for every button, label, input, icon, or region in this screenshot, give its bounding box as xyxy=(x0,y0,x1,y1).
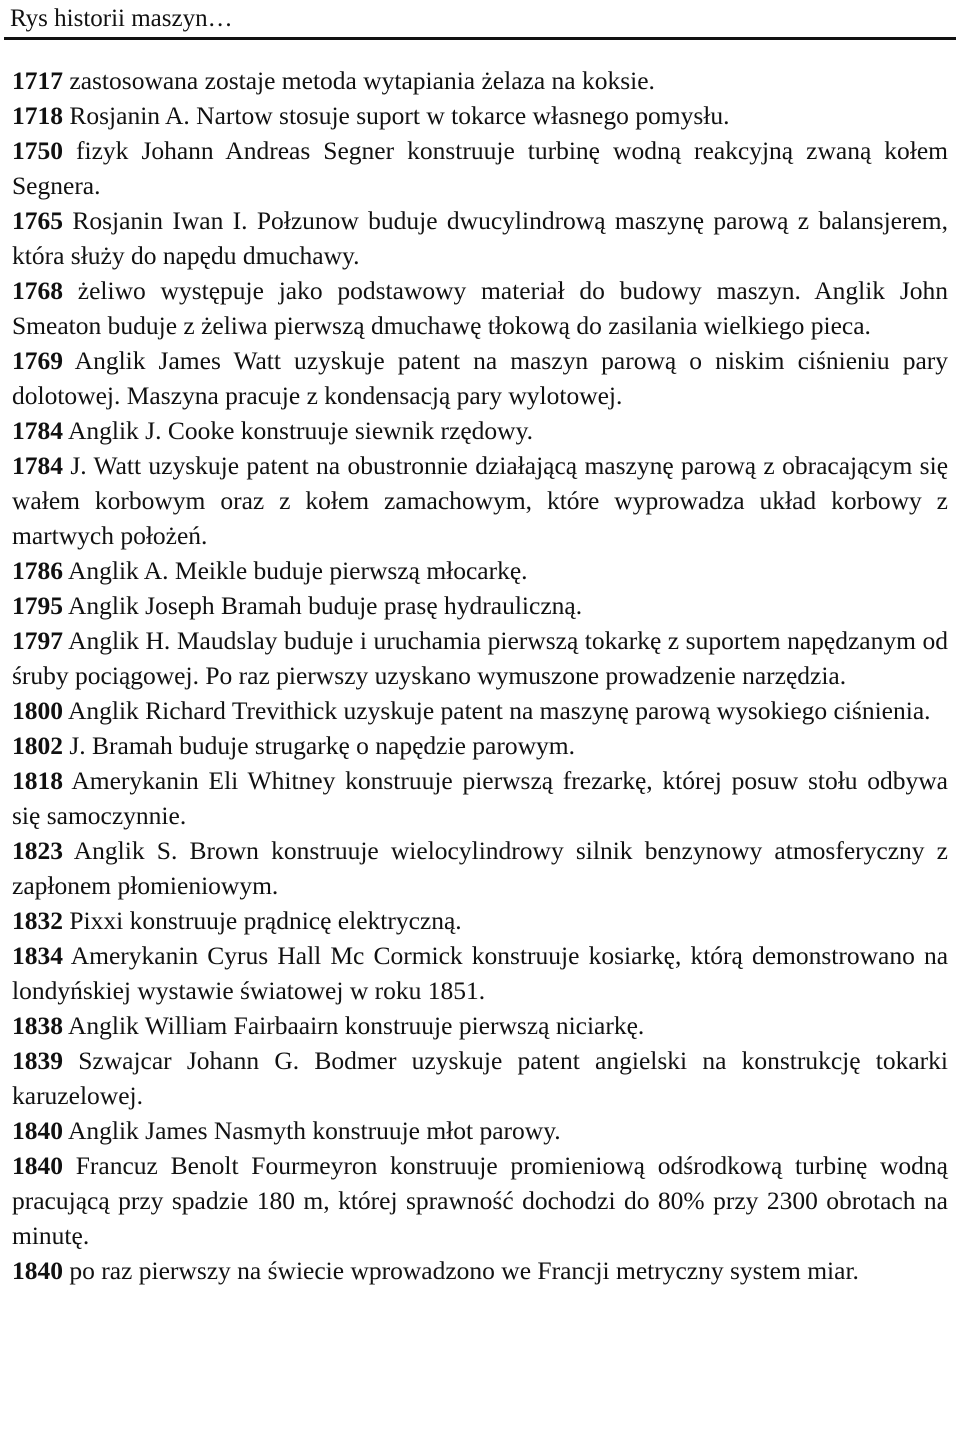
timeline-entry xyxy=(12,938,948,1008)
entry-year: 1784 xyxy=(12,451,63,480)
entry-year: 1838 xyxy=(12,1011,63,1040)
entry-text: Anglik Richard Trevithick uzyskuje patent na maszynę parową wysokiego ciśnienia. xyxy=(67,696,931,725)
timeline-entry xyxy=(12,693,948,728)
timeline-entry xyxy=(12,728,948,763)
entry-year: 1768 xyxy=(12,276,63,305)
timeline-entry xyxy=(12,1043,948,1113)
timeline-entry xyxy=(12,1148,948,1253)
entry-text: Anglik H. Maudslay buduje i uruchamia pierwszą tokarkę z suportem napędzanym od śruby pociągowej. Po raz pierwszy uzyskano wymuszone prowadzenie narzędzia. xyxy=(12,626,948,690)
entry-text: po raz pierwszy na świecie wprowadzono we Francji metryczny system miar. xyxy=(69,1256,859,1285)
entry-text: Rosjanin A. Nartow stosuje suport w tokarce własnego pomysłu. xyxy=(69,101,730,130)
entry-text: Anglik Joseph Bramah buduje prasę hydrauliczną. xyxy=(67,591,583,620)
entry-text: Rosjanin Iwan I. Połzunow buduje dwucylindrową maszynę parową z balansjerem, która służy do napędu dmuchawy. xyxy=(12,206,949,270)
entry-text: Szwajcar Johann G. Bodmer uzyskuje patent angielski na konstrukcję tokarki karuzelowej. xyxy=(12,1046,949,1110)
timeline-entry xyxy=(12,98,948,133)
entry-year: 1717 xyxy=(12,66,63,95)
entry-text: J. Bramah buduje strugarkę o napędzie parowym. xyxy=(69,731,575,760)
entry-text: Anglik James Watt uzyskuje patent na maszyn parową o niskim ciśnieniu pary dolotowej. Maszyna pracuje z kondensacją pary wylotowej. xyxy=(12,346,948,410)
entry-year: 1802 xyxy=(12,731,63,760)
entry-year: 1718 xyxy=(12,101,63,130)
timeline-entry xyxy=(12,1008,948,1043)
entry-year: 1840 xyxy=(12,1116,63,1145)
header-divider xyxy=(4,37,956,40)
timeline-entry xyxy=(12,448,948,553)
timeline-entry xyxy=(12,1113,948,1148)
timeline-entry xyxy=(12,63,948,98)
entry-year: 1795 xyxy=(12,591,63,620)
entry-text: Anglik J. Cooke konstruuje siewnik rzędowy. xyxy=(67,416,534,445)
entry-year: 1786 xyxy=(12,556,63,585)
timeline-entry xyxy=(12,133,948,203)
entry-year: 1818 xyxy=(12,766,63,795)
timeline-list xyxy=(12,63,948,1288)
entry-text: Anglik S. Brown konstruuje wielocylindrowy silnik benzynowy atmosferyczny z zapłonem płomieniowym. xyxy=(12,836,949,900)
entry-year: 1784 xyxy=(12,416,63,445)
timeline-entry xyxy=(12,413,948,448)
entry-text: Anglik A. Meikle buduje pierwszą młocarkę. xyxy=(67,556,528,585)
timeline-entry xyxy=(12,273,948,343)
page-title: Rys historii maszyn… xyxy=(10,5,233,32)
timeline-entry xyxy=(12,623,948,693)
entry-text: zastosowana zostaje metoda wytapiania żelaza na koksie. xyxy=(69,66,655,95)
timeline-entry xyxy=(12,588,948,623)
timeline-entry xyxy=(12,203,948,273)
entry-text: Anglik William Fairbaairn konstruuje pierwszą niciarkę. xyxy=(67,1011,645,1040)
entry-year: 1839 xyxy=(12,1046,63,1075)
entry-text: żeliwo występuje jako podstawowy materiał do budowy maszyn. Anglik John Smeaton buduje z żeliwa pierwszą dmuchawę tłokową do zasilania wielkiego pieca. xyxy=(12,276,949,340)
timeline-entry xyxy=(12,553,948,588)
entry-text: Pixxi konstruuje prądnicę elektryczną. xyxy=(69,906,462,935)
entry-text: Anglik James Nasmyth konstruuje młot parowy. xyxy=(67,1116,561,1145)
timeline-entry xyxy=(12,833,948,903)
entry-year: 1832 xyxy=(12,906,63,935)
entry-year: 1823 xyxy=(12,836,63,865)
timeline-entry xyxy=(12,1253,948,1288)
entry-text: fizyk Johann Andreas Segner konstruuje turbinę wodną reakcyjną zwaną kołem Segnera. xyxy=(12,136,949,200)
entry-year: 1800 xyxy=(12,696,63,725)
entry-year: 1765 xyxy=(12,206,63,235)
entry-year: 1840 xyxy=(12,1151,63,1180)
timeline-entry xyxy=(12,763,948,833)
entry-year: 1797 xyxy=(12,626,63,655)
timeline-entry xyxy=(12,343,948,413)
entry-year: 1750 xyxy=(12,136,63,165)
entry-year: 1834 xyxy=(12,941,63,970)
entry-text: Amerykanin Cyrus Hall Mc Cormick konstruuje kosiarkę, którą demonstrowano na londyńskiej wystawie światowej w roku 1851. xyxy=(12,941,949,1005)
entry-year: 1840 xyxy=(12,1256,63,1285)
entry-text: Amerykanin Eli Whitney konstruuje pierwszą frezarkę, której posuw stołu odbywa się samoczynnie. xyxy=(12,766,949,830)
entry-text: J. Watt uzyskuje patent na obustronnie działającą maszynę parową z obracającym się wałem korbowym oraz z kołem zamachowym, które wyprowadza układ korbowy z martwych położeń. xyxy=(12,451,949,550)
entry-text: Francuz Benolt Fourmeyron konstruuje promieniową odśrodkową turbinę wodną pracującą przy spadzie 180 m, której sprawność dochodzi do 80% przy 2300 obrotach na minutę. xyxy=(12,1151,948,1250)
timeline-entry xyxy=(12,903,948,938)
entry-year: 1769 xyxy=(12,346,63,375)
